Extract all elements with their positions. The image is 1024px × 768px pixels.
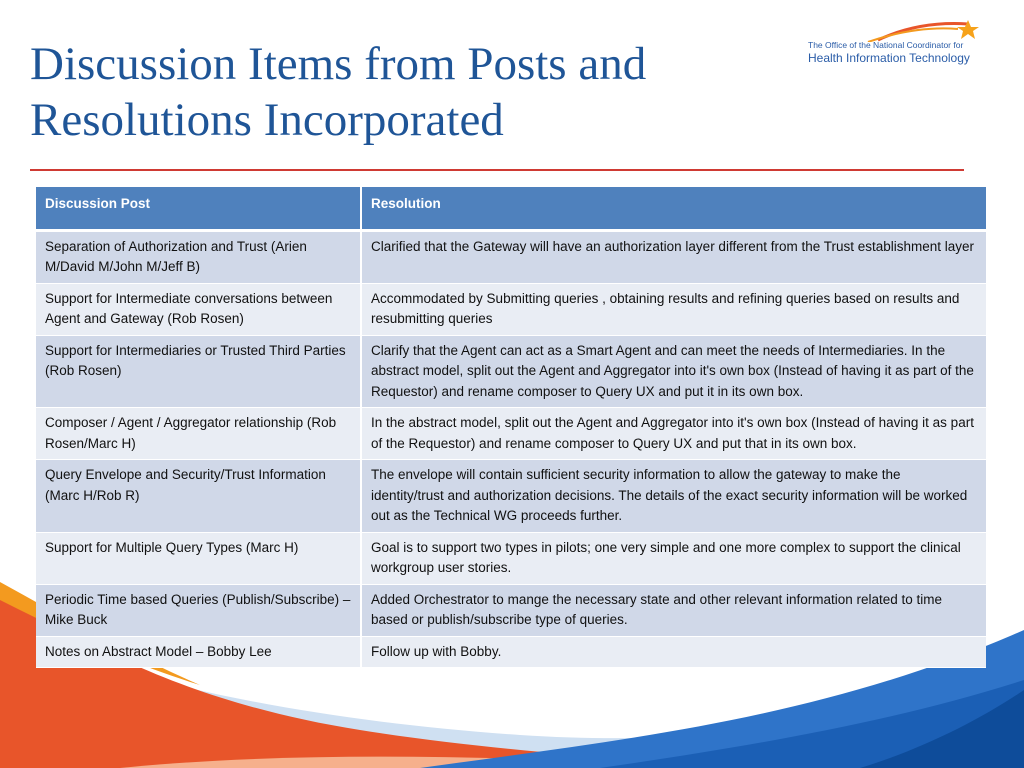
resolution-cell: Goal is to support two types in pilots; one very simple and one more complex to support the clinical workgroup user stories.: [361, 532, 986, 584]
table-row: [36, 636, 986, 668]
post-cell: Composer / Agent / Aggregator relationship (Rob Rosen/Marc H): [36, 408, 361, 460]
header-discussion-post: Discussion Post: [36, 187, 361, 230]
resolution-cell: Follow up with Bobby.: [361, 636, 986, 668]
post-cell: Periodic Time based Queries (Publish/Subscribe) – Mike Buck: [36, 584, 361, 636]
header-resolution: Resolution: [361, 187, 986, 230]
table-row: [36, 408, 986, 460]
table-row: [36, 335, 986, 408]
post-cell: Notes on Abstract Model – Bobby Lee: [36, 636, 361, 668]
discussion-table: [36, 187, 986, 668]
table-row: [36, 283, 986, 335]
page-title: [30, 36, 810, 148]
table-header-row: [36, 187, 986, 230]
title-divider: [30, 169, 964, 171]
table-row: [36, 230, 986, 283]
post-cell: Query Envelope and Security/Trust Information (Marc H/Rob R): [36, 460, 361, 533]
resolution-cell: The envelope will contain sufficient security information to allow the gateway to make the identity/trust and authorization decisions. The details of the exact security information will be worked out as the Technical WG proceeds further.: [361, 460, 986, 533]
onc-logo: [808, 18, 1008, 68]
logo-line1: The Office of the National Coordinator for: [808, 40, 964, 50]
post-cell: Separation of Authorization and Trust (Arien M/David M/John M/Jeff B): [36, 230, 361, 283]
resolution-cell: Clarified that the Gateway will have an authorization layer different from the Trust establishment layer: [361, 230, 986, 283]
resolution-cell: Added Orchestrator to mange the necessary state and other relevant information related to time based or publish/subscribe type of queries.: [361, 584, 986, 636]
resolution-cell: Accommodated by Submitting queries , obtaining results and refining queries based on results and resubmitting queries: [361, 283, 986, 335]
page-title-line2: Resolutions Incorporated: [30, 94, 504, 146]
table-row: [36, 584, 986, 636]
page-title-line1: Discussion Items from Posts and: [30, 38, 647, 90]
table-row: [36, 460, 986, 533]
post-cell: Support for Intermediaries or Trusted Third Parties (Rob Rosen): [36, 335, 361, 408]
post-cell: Support for Multiple Query Types (Marc H): [36, 532, 361, 584]
post-cell: Support for Intermediate conversations between Agent and Gateway (Rob Rosen): [36, 283, 361, 335]
resolution-cell: In the abstract model, split out the Agent and Aggregator into it's own box (Instead of having it as part of the Requestor) and rename composer to Query UX and put that in its own box.: [361, 408, 986, 460]
table-row: [36, 532, 986, 584]
logo-line2: Health Information Technology: [808, 51, 970, 65]
logo-arc-icon: [808, 18, 1008, 42]
resolution-cell: Clarify that the Agent can act as a Smart Agent and can meet the needs of Intermediaries. In the abstract model, split out the Agent and Aggregator into it's own box (Instead of having it as part of the Requestor) and rename composer to Query UX and put it in its own box.: [361, 335, 986, 408]
